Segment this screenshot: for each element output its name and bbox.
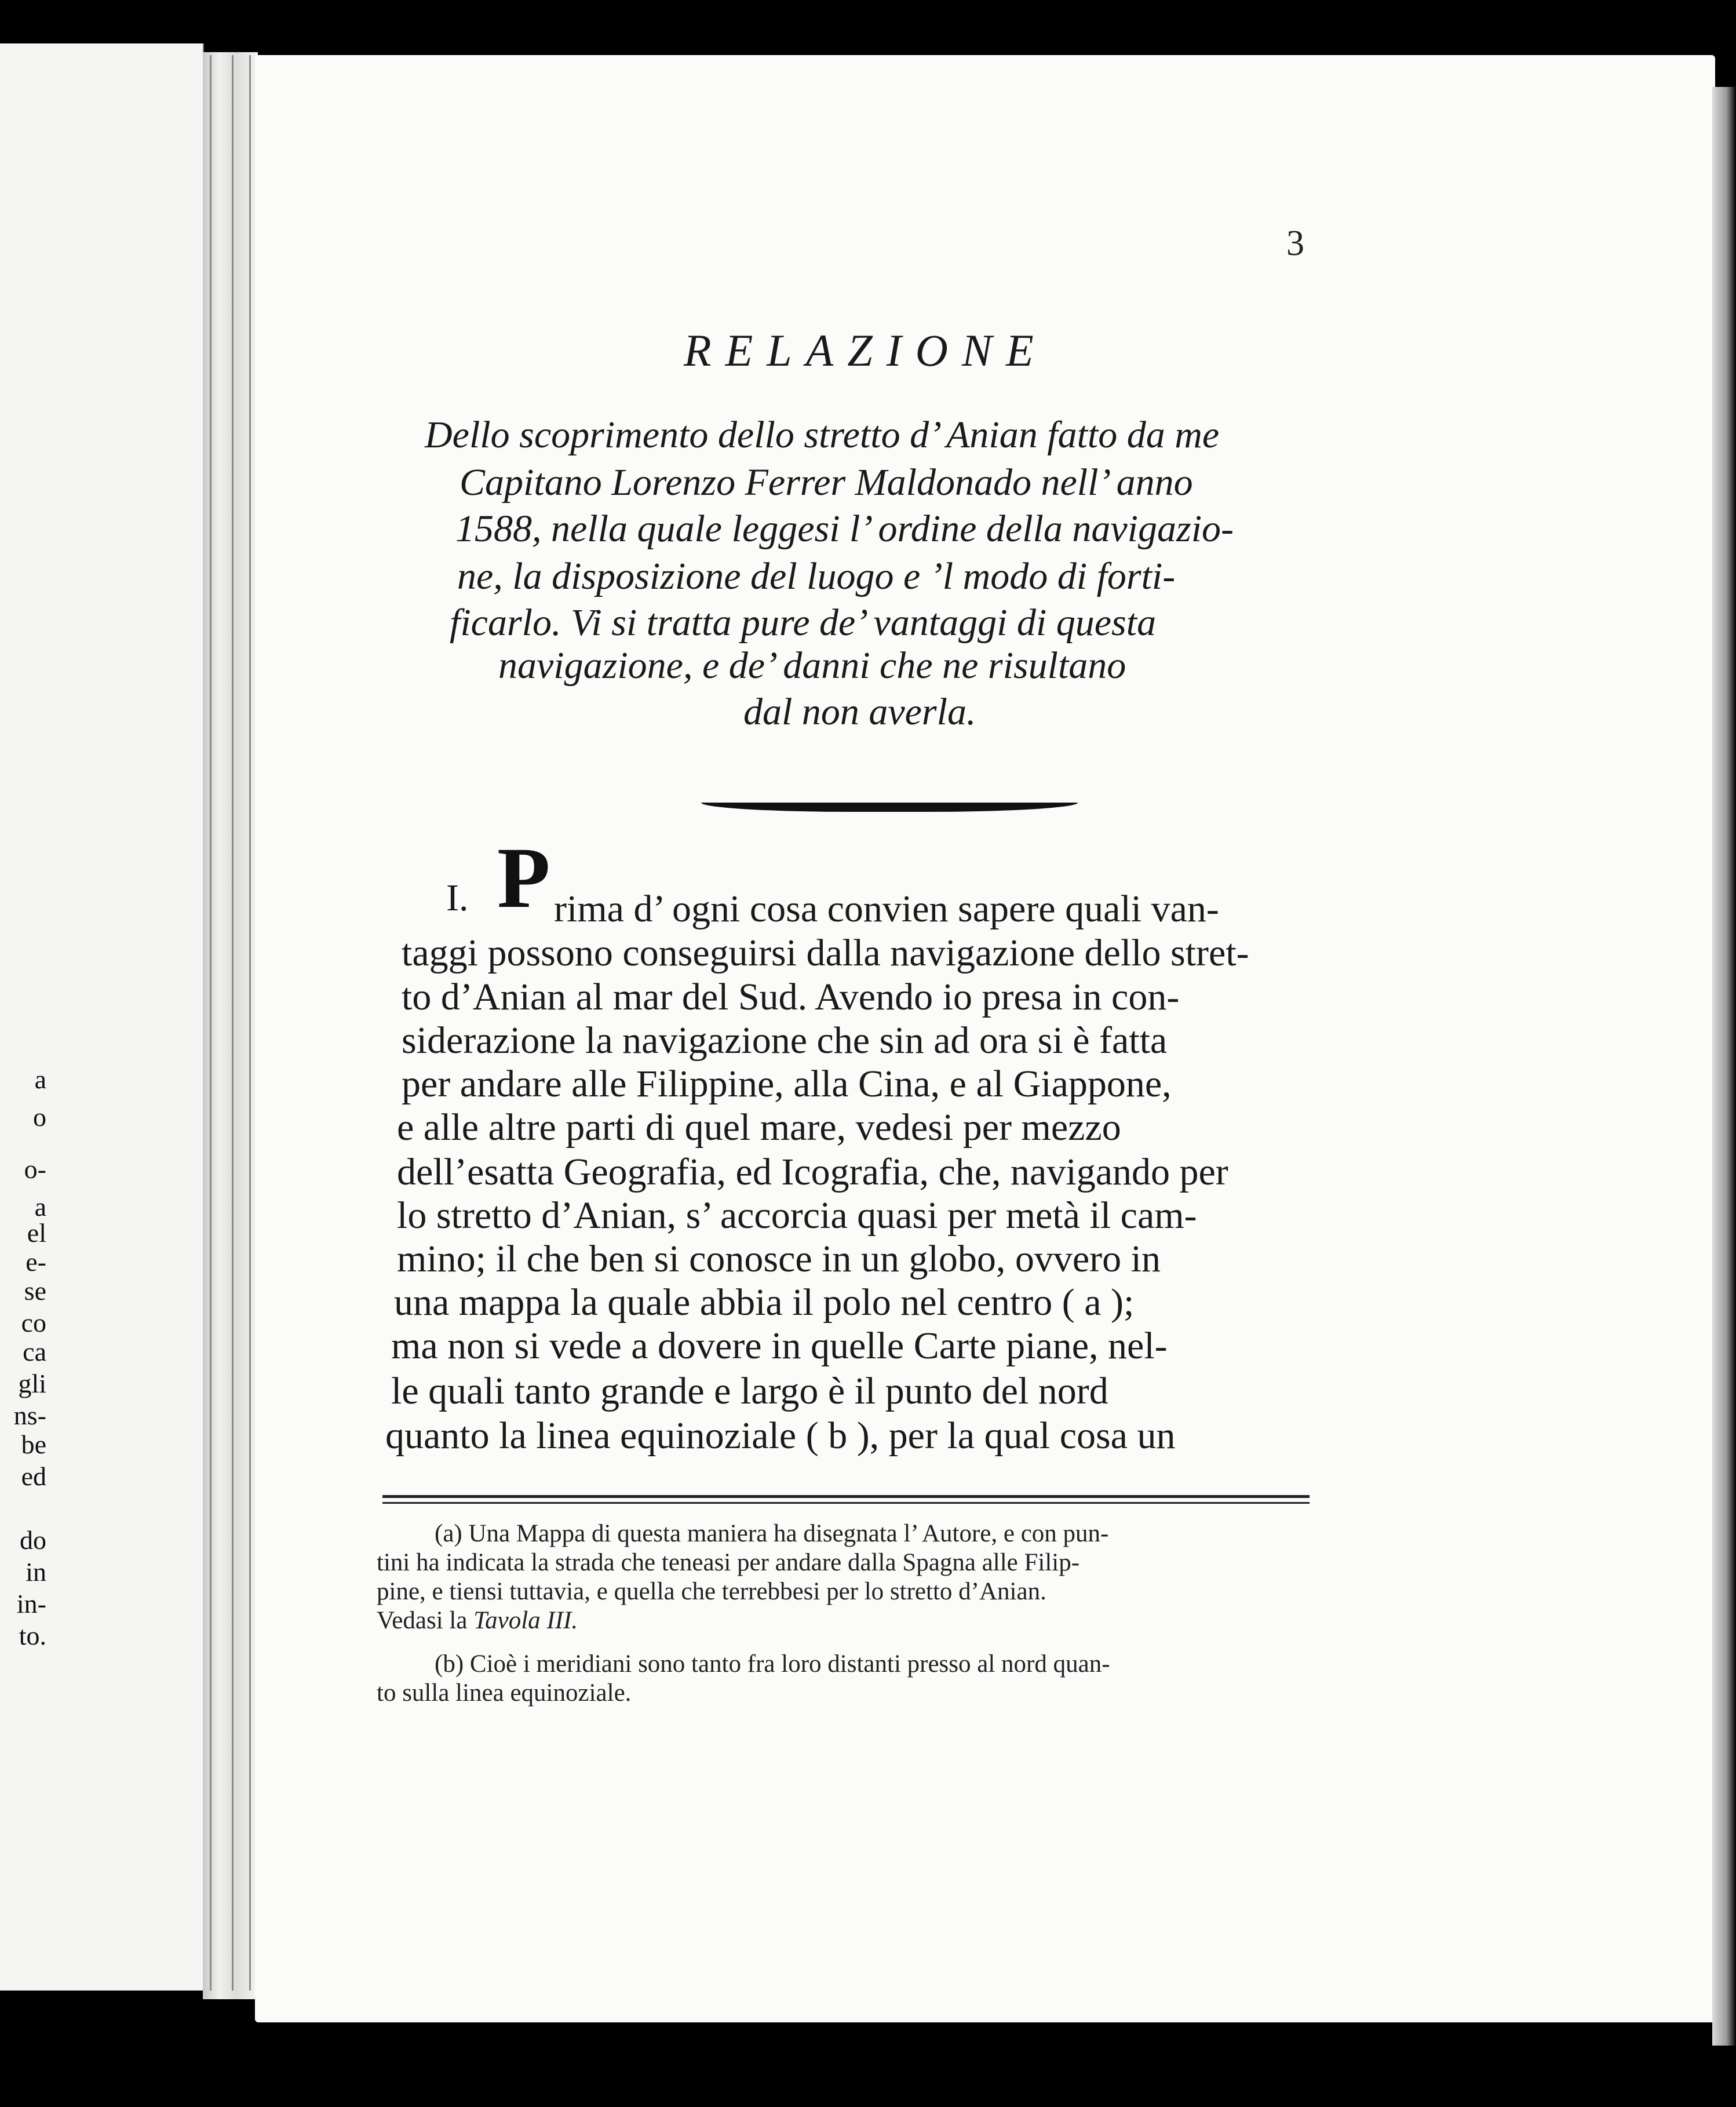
footnote-b-line: to sulla linea equinoziale. — [377, 1679, 632, 1707]
body-line: una mappa la quale abbia il polo nel centro ( a ); — [394, 1281, 1135, 1324]
left-page-fragment: co — [21, 1308, 46, 1337]
page-number: 3 — [1286, 224, 1304, 263]
footnote-rule — [382, 1502, 1310, 1504]
body-line: quanto la linea equinoziale ( b ), per la qual cosa un — [385, 1415, 1176, 1457]
body-line: to d’Anian al mar del Sud. Avendo io presa in con- — [402, 976, 1180, 1018]
footnote-a-line — [377, 1608, 578, 1633]
drop-cap: P — [497, 830, 550, 926]
page-title: RELAZIONE — [684, 325, 1048, 376]
body-line: ma non si vede a dovere in quelle Carte piane, nel- — [391, 1325, 1168, 1367]
body-line: e alle altre parti di quel mare, vedesi per mezzo — [397, 1106, 1121, 1149]
gutter-line — [232, 55, 234, 1991]
left-page-fragment: se — [24, 1276, 46, 1306]
body-line: siderazione la navigazione che sin ad ora si è fatta — [402, 1019, 1168, 1062]
body-line: mino; il che ben si conosce in un globo, ovvero in — [397, 1238, 1161, 1280]
subtitle-line: 1588, nella quale leggesi l’ ordine della navigazio- — [455, 508, 1234, 550]
page-edge-shadow — [1712, 87, 1736, 2046]
subtitle-line: ficarlo. Vi si tratta pure de’ vantaggi di questa — [450, 602, 1157, 644]
footnote-rule — [382, 1495, 1310, 1498]
footnote-a-text: Vedasi la — [377, 1607, 468, 1634]
footnote-a-line: pine, e tiensi tuttavia, e quella che terrebbesi per lo stretto d’Anian. — [377, 1578, 1046, 1605]
subtitle-line: navigazione, e de’ danni che ne risultano — [498, 644, 1126, 687]
gutter-line — [249, 55, 251, 1991]
subtitle-line: Dello scoprimento dello stretto d’ Anian fatto da me — [425, 414, 1220, 456]
body-line: per andare alle Filippine, alla Cina, e al Giappone, — [402, 1063, 1172, 1105]
left-page-fragment: el — [27, 1218, 46, 1248]
left-page-fragment: be — [21, 1430, 46, 1459]
left-page-fragment: a — [34, 1065, 46, 1094]
left-page-fragment: a — [34, 1192, 46, 1222]
left-page — [0, 43, 204, 1991]
section-number: I. — [446, 877, 469, 919]
left-page-fragment: ed — [21, 1461, 46, 1491]
body-line: taggi possono conseguirsi dalla navigazione dello stret- — [402, 932, 1249, 974]
subtitle-line: Capitano Lorenzo Ferrer Maldonado nell’ anno — [459, 461, 1193, 504]
left-page-fragment: o — [33, 1102, 46, 1132]
left-page-fragment: ca — [23, 1337, 46, 1366]
body-line: lo stretto d’Anian, s’ accorcia quasi per metà il cam- — [397, 1194, 1197, 1237]
left-page-fragment: gli — [18, 1369, 46, 1398]
body-line: rima d’ ogni cosa convien sapere quali van- — [554, 888, 1219, 930]
left-page-fragment: o- — [24, 1154, 46, 1184]
gutter-line — [210, 55, 211, 1991]
subtitle-line: dal non averla. — [743, 691, 976, 733]
footnote-a-emphasis: Tavola III. — [473, 1607, 578, 1634]
body-line: le quali tanto grande e largo è il punto del nord — [391, 1370, 1108, 1412]
left-page-fragment: do — [20, 1525, 46, 1555]
footnote-a-line: tini ha indicata la strada che teneasi per andare dalla Spagna alle Filip- — [377, 1549, 1080, 1576]
left-page-fragment: in- — [16, 1589, 46, 1618]
left-page-fragment: to. — [19, 1621, 46, 1650]
footnote-a-line: (a) Una Mappa di questa maniera ha disegnata l’ Autore, e con pun- — [435, 1520, 1109, 1547]
footnote-b-line: (b) Cioè i meridiani sono tanto fra loro distanti presso al nord quan- — [435, 1650, 1110, 1678]
left-page-fragment: ns- — [13, 1401, 46, 1430]
left-page-fragment: in — [25, 1557, 46, 1587]
subtitle-line: ne, la disposizione del luogo e ’l modo di forti- — [457, 555, 1176, 597]
body-line: dell’esatta Geografia, ed Icografia, che, navigando per — [397, 1151, 1228, 1193]
left-page-fragment: e- — [25, 1247, 46, 1277]
